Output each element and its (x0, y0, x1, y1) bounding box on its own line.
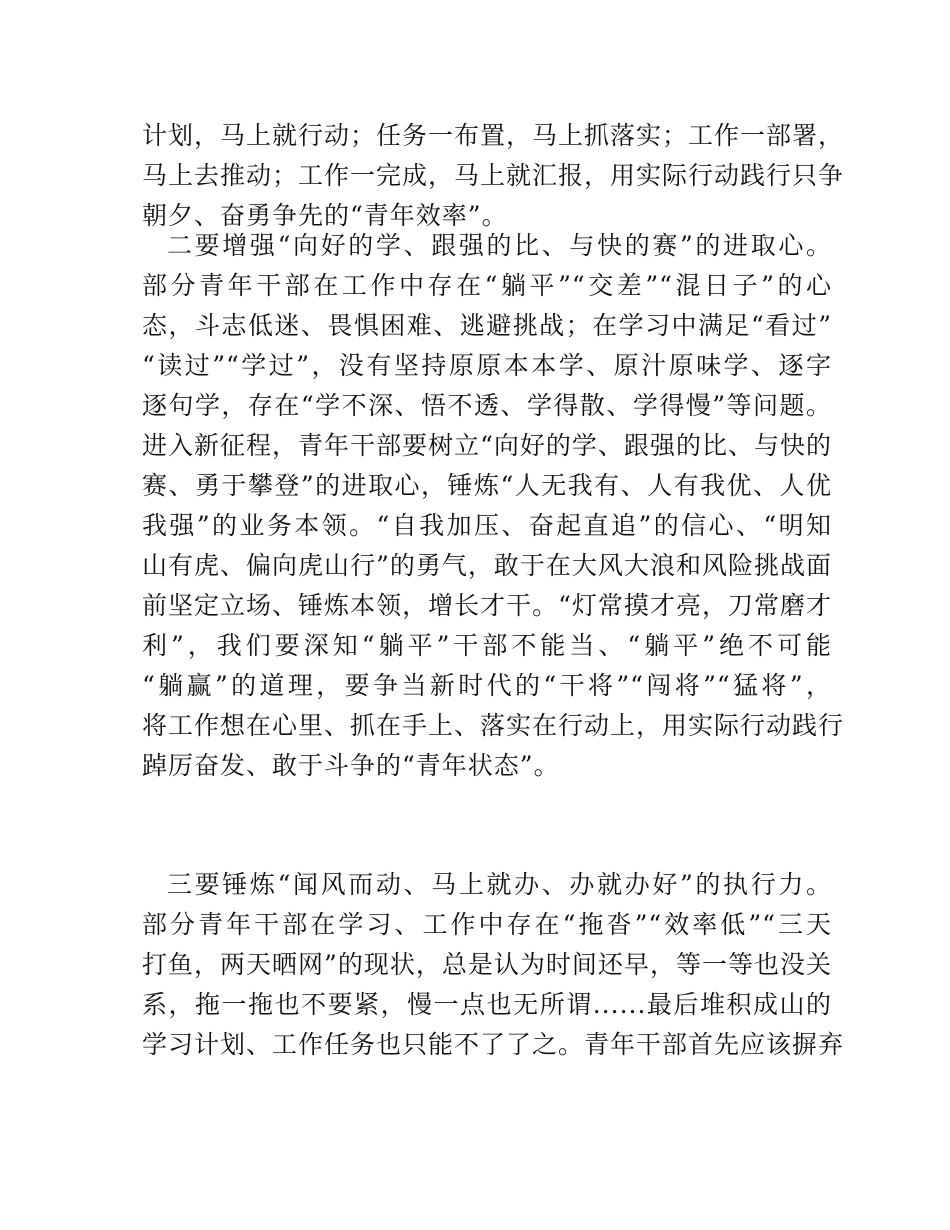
text-line: 三要锤炼“闻风而动、马上就办、办就办好”的执行力。 (167, 870, 832, 899)
text-line: 赛、勇于攀登”的进取心，锤炼“人无我有、人有我优、人优 (142, 471, 832, 500)
text-line: 进入新征程，青年干部要树立“向好的学、跟强的比、与快的 (142, 431, 832, 460)
text-line: 山有虎、偏向虎山行”的勇气，敢于在大风大浪和风险挑战面 (142, 551, 832, 580)
text-line: 利”，我们要深知“躺平”干部不能当、“躺平”绝不可能 (142, 631, 832, 660)
paragraph-3 (142, 865, 845, 1065)
text-line: 二要增强“向好的学、跟强的比、与快的赛”的进取心。 (167, 231, 832, 260)
text-line: “读过”“学过”，没有坚持原原本本学、原汁原味学、逐字 (142, 351, 832, 380)
text-line: 系，拖一拖也不要紧，慢一点也无所谓......最后堆积成山的 (142, 990, 832, 1019)
text-line: 朝夕、奋勇争先的“青年效率”。 (142, 201, 508, 230)
text-line: 踔厉奋发、敢于斗争的“青年状态”。 (142, 751, 560, 780)
text-line: 马上去推动；工作一完成，马上就汇报，用实际行动践行只争 (142, 161, 845, 190)
text-line: “躺赢”的道理，要争当新时代的“干将”“闯将”“猛将”， (142, 671, 832, 700)
text-line: 前坚定立场、锤炼本领，增长才干。“灯常摸才亮，刀常磨才 (142, 591, 832, 620)
text-line: 打鱼，两天晒网”的现状，总是认为时间还早，等一等也没关 (142, 950, 832, 979)
paragraph-1 (142, 116, 845, 236)
text-line: 将工作想在心里、抓在手上、落实在行动上，用实际行动践行 (142, 711, 845, 740)
text-line: 逐句学，存在“学不深、悟不透、学得散、学得慢”等问题。 (142, 391, 832, 420)
text-line: 计划，马上就行动；任务一布置，马上抓落实；工作一部署， (142, 121, 845, 150)
text-line: 学习计划、工作任务也只能不了了之。青年干部首先应该摒弃 (142, 1030, 845, 1059)
text-line: 部分青年干部在学习、工作中存在“拖沓”“效率低”“三天 (142, 910, 832, 939)
text-line: 我强”的业务本领。“自我加压、奋起直追”的信心、“明知 (142, 511, 832, 540)
paragraph-2 (142, 226, 845, 786)
text-line: 部分青年干部在工作中存在“躺平”“交差”“混日子”的心 (142, 271, 832, 300)
text-line: 态，斗志低迷、畏惧困难、逃避挑战；在学习中满足“看过” (142, 311, 832, 340)
